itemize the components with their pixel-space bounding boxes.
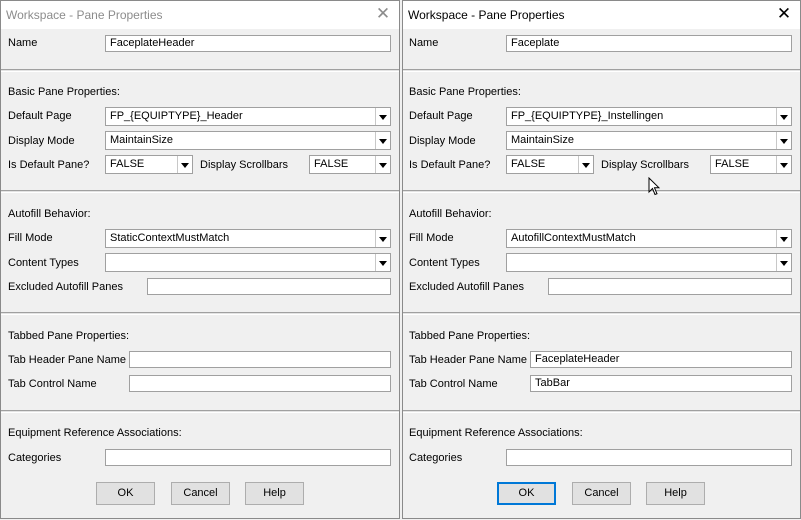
autofill-heading: Autofill Behavior: <box>8 208 91 220</box>
basic-properties-heading: Basic Pane Properties: <box>409 86 521 98</box>
display-mode-select[interactable] <box>506 131 792 150</box>
is-default-pane-label: Is Default Pane? <box>8 159 90 171</box>
tabbed-properties-heading: Tabbed Pane Properties: <box>8 330 130 342</box>
fill-mode-value: AutofillContextMustMatch <box>511 232 636 244</box>
is-default-pane-value: FALSE <box>511 158 546 170</box>
divider <box>403 410 800 413</box>
ok-button[interactable]: OK <box>96 482 155 505</box>
name-input[interactable]: Faceplate <box>506 35 792 52</box>
tab-control-input[interactable]: TabBar <box>530 375 792 392</box>
default-page-select[interactable] <box>105 107 391 126</box>
cancel-button[interactable]: Cancel <box>572 482 631 505</box>
excluded-autofill-input[interactable] <box>548 278 792 295</box>
default-page-label: Default Page <box>8 110 72 122</box>
divider <box>1 312 399 315</box>
fill-mode-select[interactable] <box>105 229 391 248</box>
categories-input[interactable] <box>506 449 792 466</box>
help-button[interactable]: Help <box>646 482 705 505</box>
chevron-down-icon[interactable] <box>776 230 791 247</box>
close-icon[interactable]: ✕ <box>776 4 792 23</box>
chevron-down-icon[interactable] <box>578 156 593 173</box>
cancel-button[interactable]: Cancel <box>171 482 230 505</box>
categories-label: Categories <box>8 452 62 464</box>
name-label: Name <box>8 37 38 49</box>
name-label: Name <box>409 37 439 49</box>
categories-label: Categories <box>409 452 463 464</box>
fill-mode-label: Fill Mode <box>8 232 53 244</box>
excluded-autofill-input[interactable] <box>147 278 391 295</box>
default-page-label: Default Page <box>409 110 473 122</box>
excluded-autofill-label: Excluded Autofill Panes <box>8 281 123 293</box>
title-bar <box>403 1 800 29</box>
tab-control-label: Tab Control Name <box>409 378 498 390</box>
divider <box>1 69 399 72</box>
name-input[interactable]: FaceplateHeader <box>105 35 391 52</box>
excluded-autofill-label: Excluded Autofill Panes <box>409 281 524 293</box>
tab-header-pane-input[interactable] <box>129 351 391 368</box>
is-default-pane-select[interactable] <box>105 155 193 174</box>
tab-header-pane-input[interactable]: FaceplateHeader <box>530 351 792 368</box>
content-types-label: Content Types <box>8 257 79 269</box>
chevron-down-icon[interactable] <box>375 132 390 149</box>
content-types-select[interactable] <box>105 253 391 272</box>
categories-input[interactable] <box>105 449 391 466</box>
chevron-down-icon[interactable] <box>375 254 390 271</box>
equipment-reference-heading: Equipment Reference Associations: <box>409 427 583 439</box>
display-mode-value: MaintainSize <box>110 134 173 146</box>
default-page-value: FP_{EQUIPTYPE}_Header <box>110 110 243 122</box>
pane-properties-dialog-right <box>402 0 801 519</box>
chevron-down-icon[interactable] <box>776 254 791 271</box>
title-bar <box>1 1 399 29</box>
is-default-pane-select[interactable] <box>506 155 594 174</box>
display-mode-label: Display Mode <box>8 135 75 147</box>
default-page-value: FP_{EQUIPTYPE}_Instellingen <box>511 110 664 122</box>
window-title: Workspace - Pane Properties <box>408 8 565 22</box>
tab-control-input[interactable] <box>129 375 391 392</box>
chevron-down-icon[interactable] <box>776 108 791 125</box>
chevron-down-icon[interactable] <box>776 132 791 149</box>
tab-control-label: Tab Control Name <box>8 378 97 390</box>
window-title: Workspace - Pane Properties <box>6 8 163 22</box>
autofill-heading: Autofill Behavior: <box>409 208 492 220</box>
fill-mode-label: Fill Mode <box>409 232 454 244</box>
chevron-down-icon[interactable] <box>375 230 390 247</box>
display-scrollbars-select[interactable] <box>309 155 391 174</box>
ok-button[interactable]: OK <box>497 482 556 505</box>
chevron-down-icon[interactable] <box>776 156 791 173</box>
chevron-down-icon[interactable] <box>375 108 390 125</box>
is-default-pane-value: FALSE <box>110 158 145 170</box>
divider <box>403 190 800 193</box>
chevron-down-icon[interactable] <box>177 156 192 173</box>
equipment-reference-heading: Equipment Reference Associations: <box>8 427 182 439</box>
display-scrollbars-value: FALSE <box>715 158 750 170</box>
divider <box>403 312 800 315</box>
basic-properties-heading: Basic Pane Properties: <box>8 86 120 98</box>
display-scrollbars-label: Display Scrollbars <box>601 159 690 171</box>
help-button[interactable]: Help <box>245 482 304 505</box>
content-types-select[interactable] <box>506 253 792 272</box>
display-scrollbars-select[interactable] <box>710 155 792 174</box>
is-default-pane-label: Is Default Pane? <box>409 159 491 171</box>
divider <box>1 410 399 413</box>
default-page-select[interactable] <box>506 107 792 126</box>
mouse-pointer-icon <box>648 177 660 196</box>
chevron-down-icon[interactable] <box>375 156 390 173</box>
display-mode-value: MaintainSize <box>511 134 574 146</box>
divider <box>1 190 399 193</box>
display-scrollbars-label: Display Scrollbars <box>200 159 289 171</box>
display-scrollbars-value: FALSE <box>314 158 349 170</box>
divider <box>403 69 800 72</box>
close-icon[interactable]: ✕ <box>375 4 391 23</box>
content-types-label: Content Types <box>409 257 480 269</box>
tabbed-properties-heading: Tabbed Pane Properties: <box>409 330 531 342</box>
fill-mode-value: StaticContextMustMatch <box>110 232 230 244</box>
pane-properties-dialog-left <box>0 0 400 519</box>
fill-mode-select[interactable] <box>506 229 792 248</box>
display-mode-label: Display Mode <box>409 135 476 147</box>
tab-header-pane-label: Tab Header Pane Name <box>8 354 127 366</box>
tab-header-pane-label: Tab Header Pane Name <box>409 354 528 366</box>
display-mode-select[interactable] <box>105 131 391 150</box>
